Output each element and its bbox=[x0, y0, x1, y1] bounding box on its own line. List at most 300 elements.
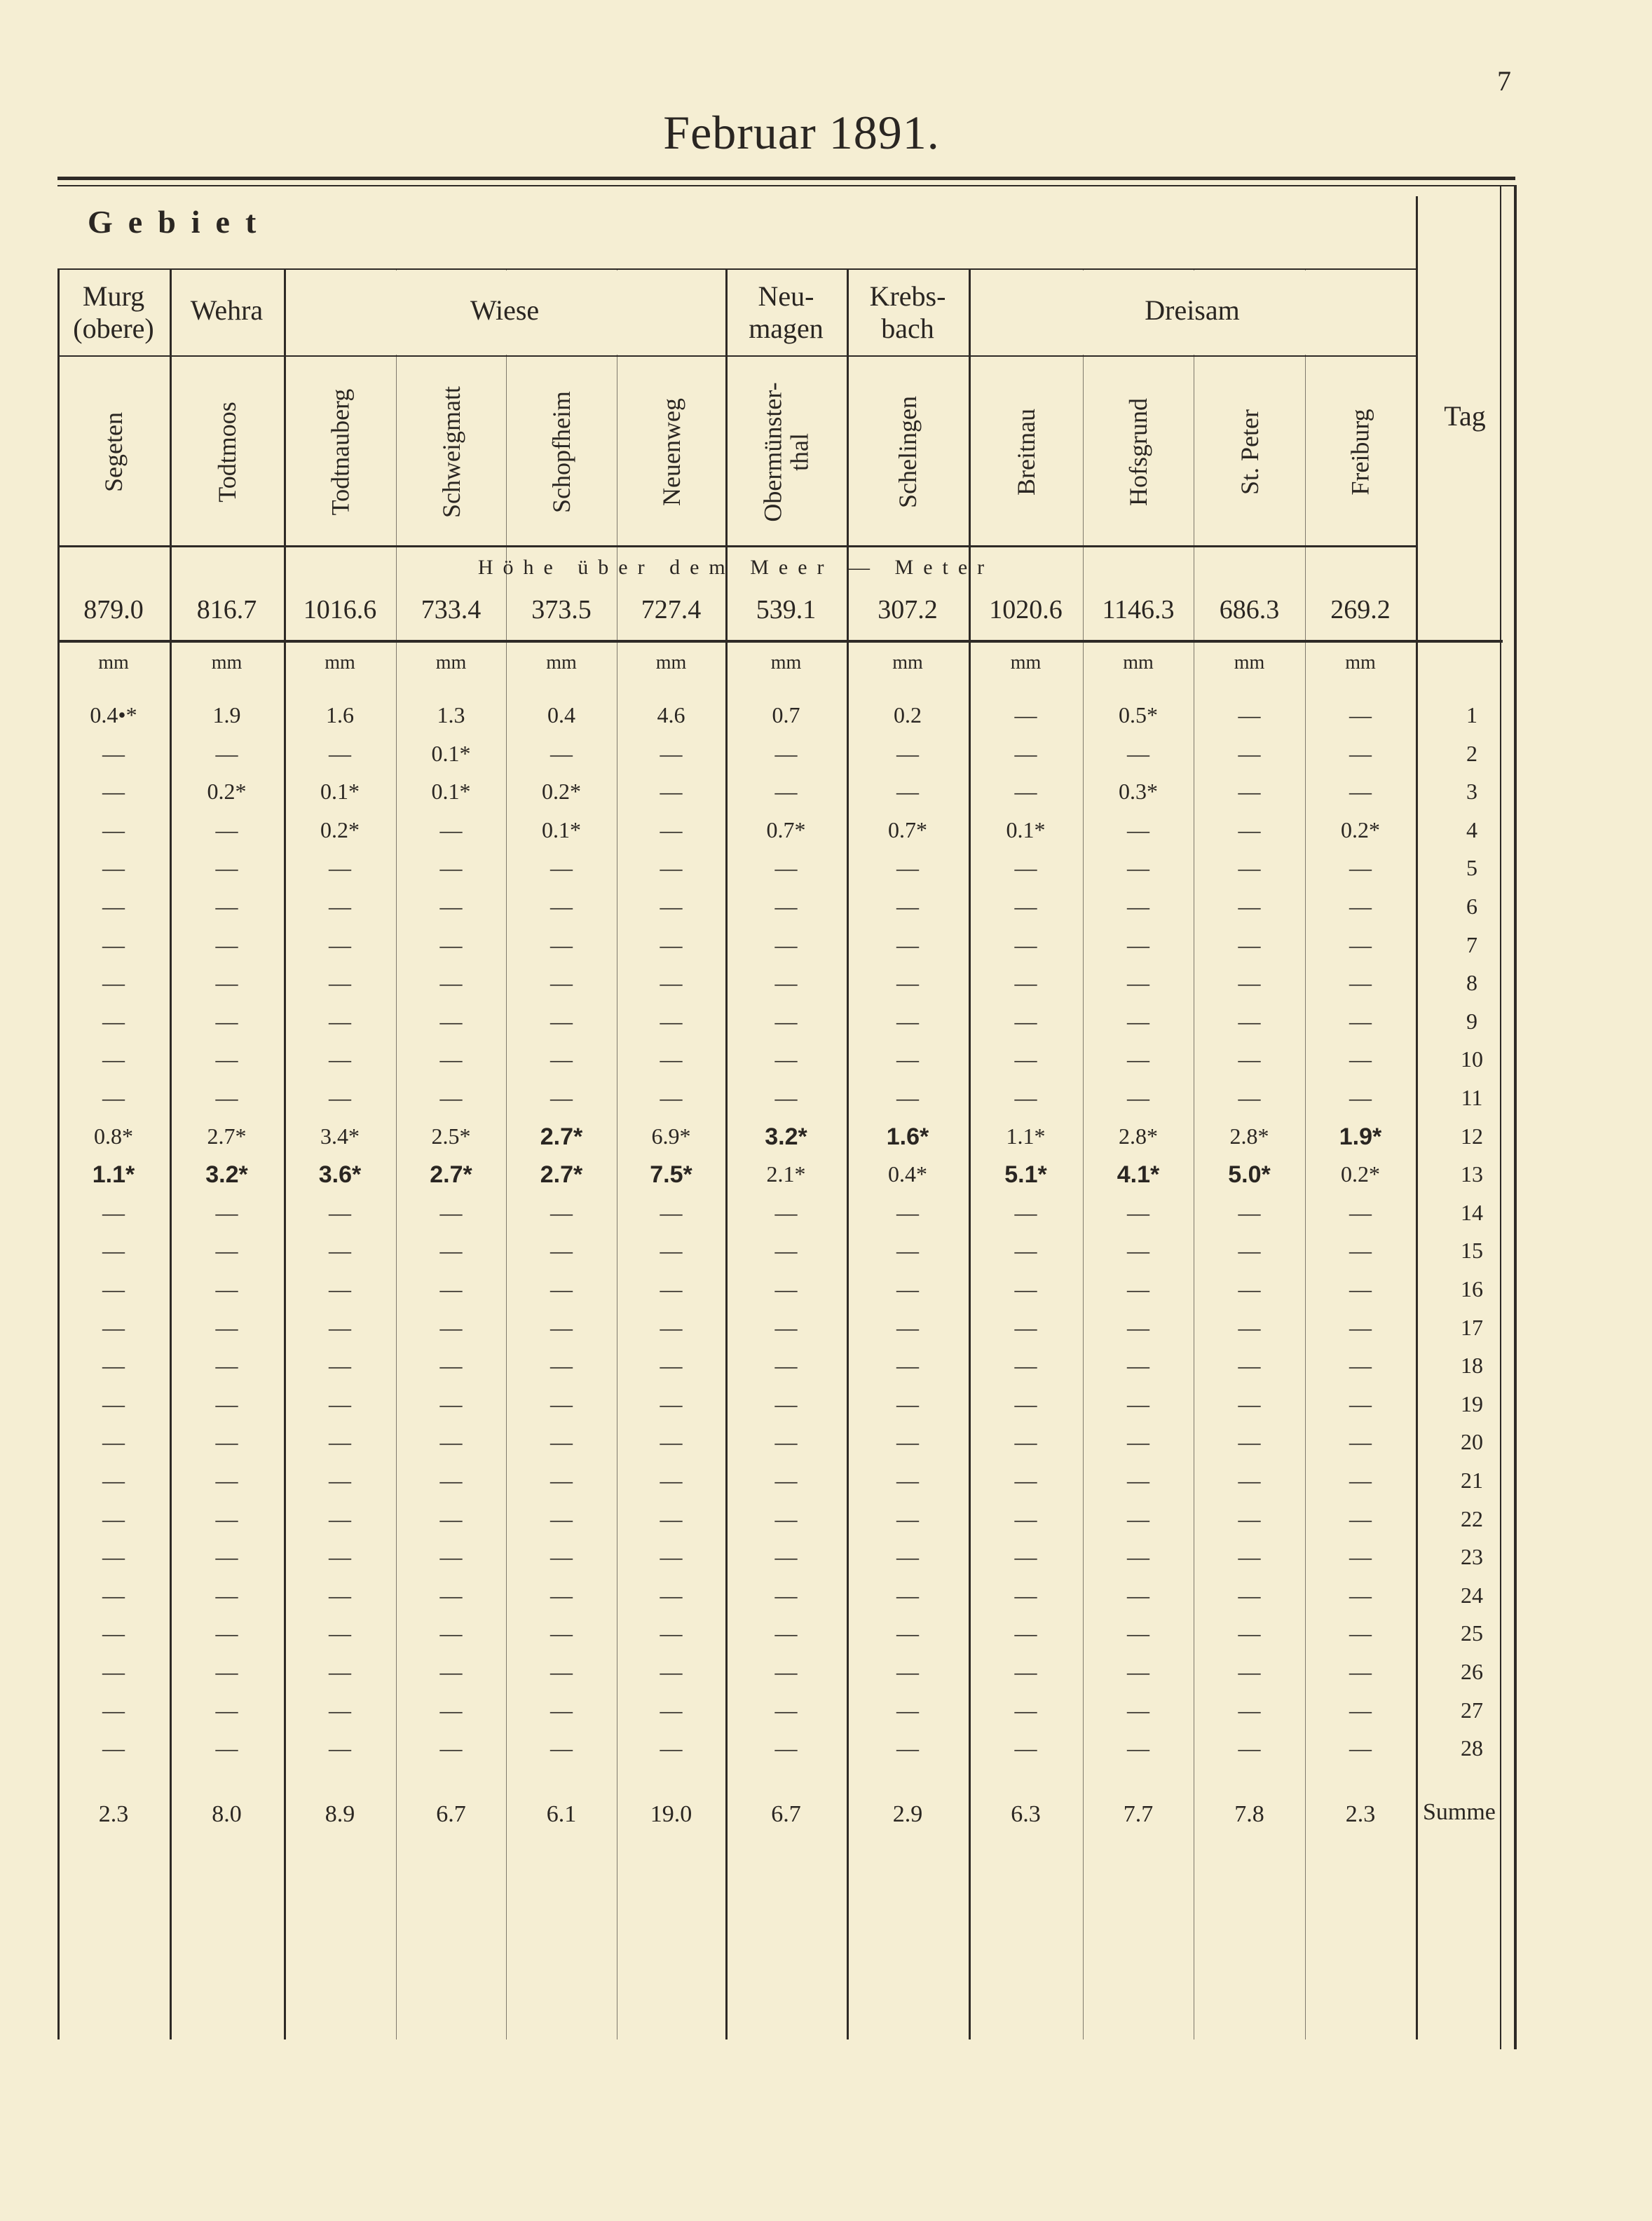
rainfall-value: — bbox=[439, 1276, 463, 1301]
rainfall-value: — bbox=[550, 1429, 573, 1455]
right-border-outer bbox=[1514, 185, 1517, 2049]
rainfall-value: — bbox=[1014, 1505, 1037, 1531]
rainfall-value: — bbox=[1238, 1085, 1261, 1110]
rainfall-value: — bbox=[896, 855, 919, 881]
elevation-value: 373.5 bbox=[531, 595, 592, 624]
rainfall-value: — bbox=[102, 1314, 125, 1340]
rainfall-value: — bbox=[329, 1544, 351, 1570]
rainfall-value: — bbox=[1238, 855, 1261, 881]
station-header bbox=[396, 364, 507, 540]
rainfall-value: — bbox=[1349, 1659, 1372, 1684]
station-header bbox=[731, 364, 842, 540]
rainfall-value: — bbox=[774, 931, 798, 957]
river-name-line: Wiese bbox=[470, 294, 540, 326]
day-number: 23 bbox=[1461, 1544, 1483, 1570]
rainfall-value: — bbox=[774, 1544, 798, 1570]
rainfall-value: — bbox=[1238, 1353, 1261, 1379]
rainfall-value: — bbox=[1014, 779, 1037, 805]
day-number: 9 bbox=[1466, 1008, 1477, 1034]
station-name: Obermünster- thal bbox=[758, 382, 814, 522]
rainfall-value: — bbox=[102, 740, 125, 766]
rainfall-value: — bbox=[774, 1735, 798, 1761]
rainfall-value: — bbox=[774, 1429, 798, 1455]
rainfall-value: — bbox=[1127, 1735, 1149, 1761]
rainfall-value: — bbox=[1127, 1085, 1149, 1110]
rainfall-value: — bbox=[660, 1620, 683, 1646]
river-header bbox=[847, 280, 969, 345]
rainfall-value: — bbox=[1014, 855, 1037, 881]
rainfall-value: — bbox=[329, 894, 351, 919]
rainfall-value: — bbox=[896, 1659, 919, 1684]
rainfall-value: — bbox=[660, 816, 683, 842]
river-name-line: Krebs- bbox=[869, 280, 946, 312]
rainfall-value: — bbox=[439, 1620, 463, 1646]
rainfall-value: — bbox=[1238, 1505, 1261, 1531]
rainfall-value: — bbox=[1238, 702, 1261, 727]
station-header bbox=[172, 364, 282, 540]
rainfall-value: — bbox=[1349, 894, 1372, 919]
rainfall-value: — bbox=[660, 1659, 683, 1684]
rainfall-value: — bbox=[1127, 1008, 1149, 1034]
rainfall-value: — bbox=[1127, 970, 1149, 996]
rainfall-value: — bbox=[1127, 1697, 1149, 1723]
rainfall-value: — bbox=[102, 1353, 125, 1379]
sum-value: 2.9 bbox=[892, 1801, 923, 1827]
rainfall-value: — bbox=[774, 1505, 798, 1531]
rainfall-value: — bbox=[550, 1353, 573, 1379]
rainfall-value: — bbox=[660, 1314, 683, 1340]
day-number: 7 bbox=[1466, 931, 1477, 957]
rainfall-value: — bbox=[1238, 931, 1261, 957]
station-name: Neuenweg bbox=[657, 398, 685, 506]
unit-label: mm bbox=[435, 652, 467, 674]
rainfall-value: — bbox=[774, 1620, 798, 1646]
rainfall-value: — bbox=[1014, 740, 1037, 766]
rainfall-value: — bbox=[896, 779, 919, 805]
rainfall-value: — bbox=[550, 1505, 573, 1531]
rainfall-value: — bbox=[102, 1697, 125, 1723]
rainfall-value: — bbox=[439, 1008, 463, 1034]
rainfall-value: — bbox=[102, 779, 125, 805]
rainfall-value: — bbox=[329, 1735, 351, 1761]
rainfall-value: — bbox=[1014, 1085, 1037, 1110]
rainfall-value: — bbox=[1349, 1582, 1372, 1608]
rainfall-value: — bbox=[660, 894, 683, 919]
rainfall-value: — bbox=[1238, 970, 1261, 996]
day-number: 25 bbox=[1461, 1620, 1483, 1646]
rainfall-value: — bbox=[660, 1544, 683, 1570]
rainfall-value: — bbox=[215, 1582, 238, 1608]
sum-value: 6.7 bbox=[771, 1801, 801, 1827]
rainfall-value: — bbox=[329, 931, 351, 957]
rainfall-value: — bbox=[215, 1659, 238, 1684]
rainfall-value: — bbox=[896, 1468, 919, 1493]
station-header bbox=[971, 364, 1081, 540]
rainfall-value: — bbox=[215, 1238, 238, 1264]
river-name-line: Murg bbox=[82, 280, 145, 312]
sum-value: 8.9 bbox=[325, 1801, 355, 1827]
rainfall-value: — bbox=[1127, 1238, 1149, 1264]
rainfall-value: — bbox=[215, 740, 238, 766]
rainfall-value: — bbox=[329, 1353, 351, 1379]
rainfall-value: — bbox=[1238, 1238, 1261, 1264]
rainfall-value: — bbox=[329, 1390, 351, 1416]
station-header bbox=[1194, 364, 1305, 540]
rainfall-value: — bbox=[1014, 1353, 1037, 1379]
rainfall-value: — bbox=[329, 1659, 351, 1684]
rainfall-value: 2.8* bbox=[1119, 1123, 1158, 1149]
day-number: 27 bbox=[1461, 1697, 1483, 1723]
rainfall-value: — bbox=[1127, 931, 1149, 957]
rainfall-value: — bbox=[1238, 1582, 1261, 1608]
rainfall-value: 4.6 bbox=[657, 702, 685, 727]
rainfall-value: 0.3* bbox=[1119, 779, 1158, 805]
rainfall-value: — bbox=[774, 1697, 798, 1723]
rainfall-value: — bbox=[660, 1697, 683, 1723]
station-name: Freiburg bbox=[1346, 409, 1374, 496]
rainfall-value: — bbox=[1014, 1238, 1037, 1264]
rainfall-value: — bbox=[1014, 1276, 1037, 1301]
rainfall-value: — bbox=[1127, 1505, 1149, 1531]
rainfall-value: — bbox=[102, 1735, 125, 1761]
rainfall-value: — bbox=[439, 1353, 463, 1379]
rainfall-value: — bbox=[550, 855, 573, 881]
station-name: Todtnauberg bbox=[326, 388, 354, 516]
rainfall-value: — bbox=[774, 1199, 798, 1225]
rainfall-value: — bbox=[439, 970, 463, 996]
rainfall-value: — bbox=[215, 816, 238, 842]
elevation-value: 733.4 bbox=[421, 595, 482, 624]
rainfall-value: — bbox=[439, 816, 463, 842]
rainfall-value: — bbox=[1127, 1468, 1149, 1493]
day-number: 20 bbox=[1461, 1429, 1483, 1455]
rainfall-value: 1.3 bbox=[437, 702, 465, 727]
station-header bbox=[285, 364, 395, 540]
day-number: 12 bbox=[1461, 1123, 1483, 1149]
rainfall-value: — bbox=[329, 1238, 351, 1264]
rainfall-value: — bbox=[1127, 1544, 1149, 1570]
rainfall-value: — bbox=[329, 1008, 351, 1034]
top-rule-thick bbox=[57, 177, 1515, 180]
elevation-value: 269.2 bbox=[1330, 595, 1391, 624]
rainfall-value: — bbox=[896, 1697, 919, 1723]
rainfall-value: — bbox=[1238, 816, 1261, 842]
rainfall-value: 1.6* bbox=[886, 1123, 929, 1150]
rainfall-value: — bbox=[1238, 740, 1261, 766]
rainfall-value: 0.2* bbox=[542, 779, 581, 805]
rainfall-value: — bbox=[329, 1314, 351, 1340]
page-title bbox=[0, 105, 1652, 160]
rainfall-value: — bbox=[896, 1582, 919, 1608]
rainfall-value: — bbox=[1349, 1353, 1372, 1379]
rainfall-value: — bbox=[102, 1008, 125, 1034]
rainfall-value: — bbox=[1349, 1199, 1372, 1225]
station-header bbox=[58, 364, 169, 540]
rainfall-value: 1.6 bbox=[326, 702, 354, 727]
rainfall-value: — bbox=[660, 1429, 683, 1455]
rainfall-value: 2.7* bbox=[207, 1123, 247, 1149]
rainfall-value: — bbox=[1014, 1046, 1037, 1072]
rainfall-value: — bbox=[102, 1238, 125, 1264]
rainfall-value: 6.9* bbox=[651, 1123, 691, 1149]
rainfall-value: — bbox=[774, 1046, 798, 1072]
unit-label: mm bbox=[1234, 652, 1265, 674]
rainfall-value: — bbox=[102, 816, 125, 842]
rainfall-value: — bbox=[439, 1659, 463, 1684]
rainfall-value: — bbox=[1238, 1199, 1261, 1225]
unit-label: mm bbox=[546, 652, 577, 674]
rainfall-value: — bbox=[1349, 1085, 1372, 1110]
rainfall-value: 0.1* bbox=[431, 779, 471, 805]
rainfall-value: — bbox=[896, 1620, 919, 1646]
rainfall-value: — bbox=[896, 1008, 919, 1034]
rainfall-value: — bbox=[1238, 1697, 1261, 1723]
rainfall-value: — bbox=[1349, 1620, 1372, 1646]
rainfall-value: — bbox=[774, 970, 798, 996]
elevation-value: 727.4 bbox=[641, 595, 702, 624]
day-number: 11 bbox=[1461, 1085, 1483, 1110]
elevation-value: 539.1 bbox=[756, 595, 817, 624]
rainfall-value: — bbox=[774, 1390, 798, 1416]
rainfall-value: — bbox=[102, 1468, 125, 1493]
rainfall-value: — bbox=[660, 1390, 683, 1416]
rainfall-value: — bbox=[1127, 740, 1149, 766]
rainfall-value: 0.2 bbox=[894, 702, 922, 727]
day-number: 4 bbox=[1466, 816, 1477, 842]
station-rule bbox=[57, 545, 1416, 547]
rainfall-value: 0.5* bbox=[1119, 702, 1158, 727]
rainfall-value: — bbox=[439, 1697, 463, 1723]
rainfall-value: — bbox=[1014, 1468, 1037, 1493]
rainfall-value: — bbox=[550, 1238, 573, 1264]
tag-column-border bbox=[1416, 196, 1418, 2039]
rainfall-value: — bbox=[1014, 1390, 1037, 1416]
rainfall-value: 0.2* bbox=[1341, 1161, 1380, 1187]
rainfall-value: — bbox=[896, 1046, 919, 1072]
rainfall-value: — bbox=[774, 1238, 798, 1264]
rainfall-value: 5.0* bbox=[1228, 1161, 1271, 1189]
rainfall-value: — bbox=[215, 931, 238, 957]
rainfall-value: — bbox=[215, 1620, 238, 1646]
rainfall-value: — bbox=[102, 1085, 125, 1110]
rainfall-value: — bbox=[1238, 1544, 1261, 1570]
station-name: Schopfheim bbox=[547, 391, 576, 513]
rainfall-value: — bbox=[774, 894, 798, 919]
gebiet-label: Gebiet bbox=[88, 204, 272, 240]
rainfall-value: — bbox=[1349, 1008, 1372, 1034]
sum-value: 2.3 bbox=[1345, 1801, 1376, 1827]
day-number: 24 bbox=[1461, 1582, 1483, 1608]
rainfall-value: — bbox=[660, 1505, 683, 1531]
river-header bbox=[969, 294, 1416, 327]
rainfall-value: — bbox=[102, 1046, 125, 1072]
rainfall-value: — bbox=[896, 1429, 919, 1455]
station-header bbox=[616, 364, 727, 540]
rainfall-value: — bbox=[550, 1199, 573, 1225]
rainfall-value: — bbox=[896, 1238, 919, 1264]
rainfall-value: — bbox=[896, 1390, 919, 1416]
rainfall-value: — bbox=[1238, 1046, 1261, 1072]
rainfall-value: 0.4 bbox=[547, 702, 575, 727]
elevation-value: 686.3 bbox=[1219, 595, 1280, 624]
rainfall-value: — bbox=[774, 1085, 798, 1110]
rainfall-value: — bbox=[774, 1008, 798, 1034]
rainfall-value: — bbox=[550, 1390, 573, 1416]
rainfall-value: — bbox=[215, 1390, 238, 1416]
rainfall-value: — bbox=[550, 1468, 573, 1493]
rainfall-value: — bbox=[439, 1582, 463, 1608]
unit-label: mm bbox=[325, 652, 355, 674]
day-number: 3 bbox=[1466, 779, 1477, 805]
rainfall-value: — bbox=[896, 1314, 919, 1340]
rainfall-value: 0.7* bbox=[888, 816, 927, 842]
rainfall-value: — bbox=[329, 1199, 351, 1225]
rainfall-value: — bbox=[774, 1353, 798, 1379]
rainfall-value: — bbox=[896, 1085, 919, 1110]
rainfall-value: — bbox=[550, 1314, 573, 1340]
rainfall-value: — bbox=[1014, 1697, 1037, 1723]
rainfall-value: — bbox=[1014, 931, 1037, 957]
unit-label: mm bbox=[1010, 652, 1042, 674]
rainfall-value: — bbox=[550, 1276, 573, 1301]
rainfall-value: 0.2* bbox=[1341, 816, 1380, 842]
rainfall-value: — bbox=[896, 894, 919, 919]
rainfall-value: — bbox=[660, 740, 683, 766]
day-number: 6 bbox=[1466, 894, 1477, 919]
rainfall-value: 0.1* bbox=[431, 740, 471, 766]
unit-label: mm bbox=[211, 652, 243, 674]
rainfall-value: — bbox=[1014, 702, 1037, 727]
rainfall-value: — bbox=[660, 1008, 683, 1034]
rainfall-value: — bbox=[550, 970, 573, 996]
elevation-value: 1146.3 bbox=[1102, 595, 1175, 624]
rainfall-value: — bbox=[550, 1582, 573, 1608]
rainfall-value: — bbox=[1127, 1390, 1149, 1416]
rainfall-value: — bbox=[215, 1046, 238, 1072]
rainfall-value: — bbox=[215, 1085, 238, 1110]
rainfall-value: — bbox=[1349, 855, 1372, 881]
rainfall-value: — bbox=[1349, 1544, 1372, 1570]
rainfall-value: — bbox=[215, 1353, 238, 1379]
rainfall-value: — bbox=[439, 1429, 463, 1455]
rainfall-value: — bbox=[439, 855, 463, 881]
rainfall-value: 0.1* bbox=[542, 816, 581, 842]
rainfall-value: — bbox=[550, 740, 573, 766]
rainfall-value: — bbox=[1127, 855, 1149, 881]
rainfall-value: — bbox=[550, 894, 573, 919]
day-number: 2 bbox=[1466, 740, 1477, 766]
elevation-value: 1020.6 bbox=[989, 595, 1063, 624]
rainfall-value: — bbox=[1014, 1620, 1037, 1646]
rainfall-value: — bbox=[660, 1085, 683, 1110]
rainfall-value: — bbox=[660, 1199, 683, 1225]
river-header bbox=[170, 294, 284, 327]
rainfall-value: — bbox=[1238, 1390, 1261, 1416]
sum-value: 8.0 bbox=[212, 1801, 242, 1827]
rainfall-value: — bbox=[1349, 970, 1372, 996]
rainfall-value: — bbox=[550, 1008, 573, 1034]
rainfall-value: 2.5* bbox=[431, 1123, 471, 1149]
rainfall-value: 1.1* bbox=[92, 1161, 135, 1189]
rainfall-value: — bbox=[1349, 1505, 1372, 1531]
river-name-line: (obere) bbox=[73, 313, 154, 344]
rainfall-value: 3.2* bbox=[205, 1161, 248, 1189]
rainfall-value: — bbox=[329, 740, 351, 766]
sum-value: 6.3 bbox=[1011, 1801, 1041, 1827]
rainfall-value: — bbox=[1127, 894, 1149, 919]
sum-value: 7.7 bbox=[1123, 1801, 1154, 1827]
rainfall-value: — bbox=[550, 1620, 573, 1646]
rainfall-value: — bbox=[1127, 1314, 1149, 1340]
rainfall-value: 1.9 bbox=[212, 702, 241, 727]
rainfall-value: — bbox=[1349, 1390, 1372, 1416]
rainfall-value: — bbox=[1014, 1008, 1037, 1034]
day-number: 17 bbox=[1461, 1314, 1483, 1340]
unit-label: mm bbox=[98, 652, 129, 674]
station-name: Hofsgrund bbox=[1124, 398, 1152, 506]
rainfall-value: — bbox=[774, 1276, 798, 1301]
rainfall-value: — bbox=[215, 1544, 238, 1570]
day-number: 13 bbox=[1461, 1161, 1483, 1187]
rainfall-value: — bbox=[102, 1544, 125, 1570]
river-header bbox=[57, 280, 170, 345]
station-header bbox=[852, 364, 963, 540]
rainfall-value: — bbox=[439, 1544, 463, 1570]
rainfall-value: — bbox=[439, 931, 463, 957]
day-number: 16 bbox=[1461, 1276, 1483, 1301]
rainfall-value: — bbox=[215, 1429, 238, 1455]
rainfall-value: — bbox=[1238, 1008, 1261, 1034]
gebiet-rule bbox=[57, 268, 1416, 270]
rainfall-value: — bbox=[215, 1314, 238, 1340]
rainfall-value: — bbox=[660, 779, 683, 805]
rainfall-value: — bbox=[102, 970, 125, 996]
rainfall-value: 5.1* bbox=[1004, 1161, 1047, 1189]
rainfall-value: 2.7* bbox=[540, 1161, 583, 1189]
rainfall-value: 4.1* bbox=[1117, 1161, 1160, 1189]
rainfall-value: — bbox=[329, 1085, 351, 1110]
rainfall-value: 0.7 bbox=[772, 702, 800, 727]
rainfall-value: — bbox=[1238, 1659, 1261, 1684]
rainfall-value: — bbox=[660, 1735, 683, 1761]
day-number: 8 bbox=[1466, 970, 1477, 996]
rainfall-value: — bbox=[896, 931, 919, 957]
rainfall-value: — bbox=[329, 1429, 351, 1455]
rainfall-value: 0.4•* bbox=[90, 702, 137, 727]
right-border-inner bbox=[1500, 185, 1501, 2049]
rainfall-value: — bbox=[1349, 1238, 1372, 1264]
station-header bbox=[1305, 364, 1416, 540]
rainfall-value: — bbox=[439, 1199, 463, 1225]
page-number: 7 bbox=[1497, 65, 1511, 97]
rainfall-value: 2.8* bbox=[1229, 1123, 1269, 1149]
rainfall-value: — bbox=[102, 1659, 125, 1684]
rainfall-value: — bbox=[329, 970, 351, 996]
unit-label: mm bbox=[655, 652, 687, 674]
rainfall-value: — bbox=[774, 1468, 798, 1493]
river-name-line: Wehra bbox=[190, 294, 264, 326]
rainfall-value: — bbox=[439, 894, 463, 919]
rainfall-value: — bbox=[774, 855, 798, 881]
rainfall-value: — bbox=[102, 1429, 125, 1455]
rainfall-value: — bbox=[1127, 1659, 1149, 1684]
rainfall-value: — bbox=[102, 1199, 125, 1225]
rainfall-value: — bbox=[1349, 1276, 1372, 1301]
rainfall-value: — bbox=[1014, 1314, 1037, 1340]
rainfall-value: — bbox=[1127, 816, 1149, 842]
rainfall-value: — bbox=[774, 779, 798, 805]
rainfall-value: — bbox=[550, 1046, 573, 1072]
